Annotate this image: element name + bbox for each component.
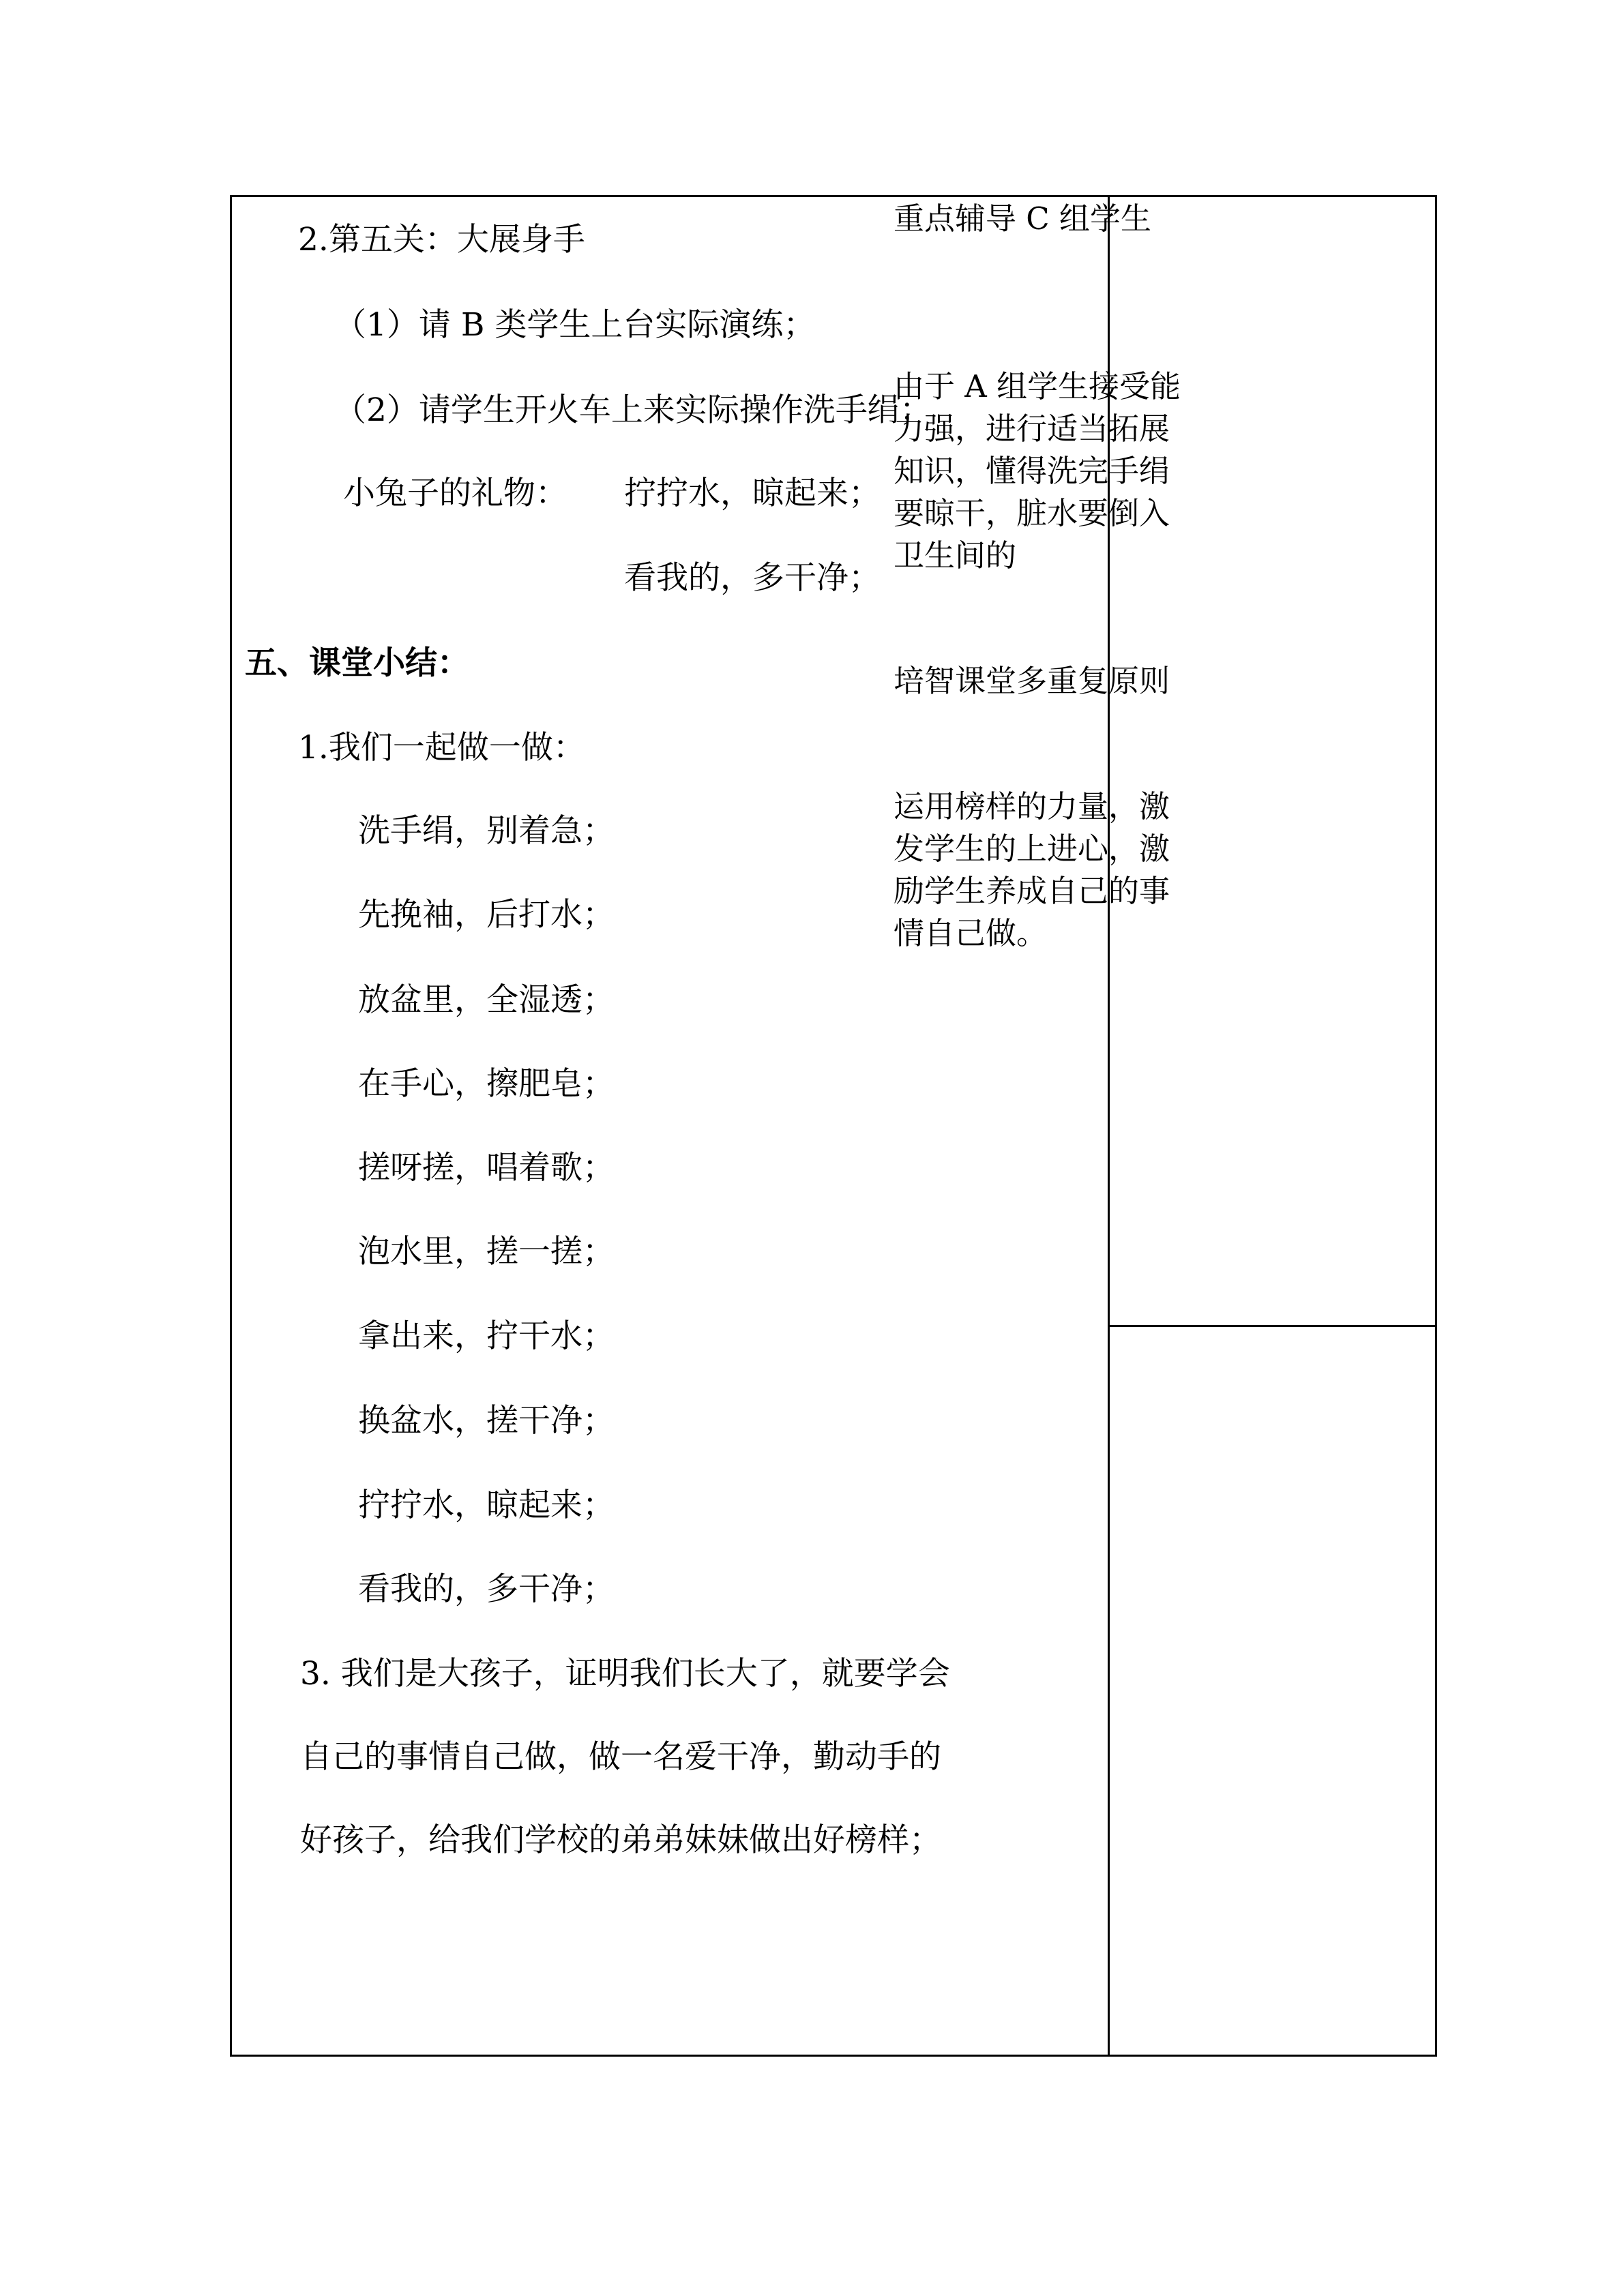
step-five-item-2: （2）请学生开火车上来实际操作洗手绢； bbox=[334, 391, 932, 429]
summary-item-3-line-2: 自己的事情自己做，做一名爱干净，勤动手的 bbox=[300, 1738, 941, 1776]
summary-item-3-line-3: 好孩子，给我们学校的弟弟妹妹做出好榜样； bbox=[300, 1821, 941, 1859]
summary-item-3-line-1: 3. 我们是大孩子，证明我们长大了，就要学会 bbox=[300, 1655, 950, 1693]
rhyme-line: 拿出来，拧干水； bbox=[358, 1317, 615, 1355]
rhyme-line: 拧拧水，晾起来； bbox=[358, 1487, 615, 1524]
rabbit-gift-line-1: 拧拧水，晾起来； bbox=[624, 475, 881, 512]
note-focus-group-c: 重点辅导 C 组学生 bbox=[894, 200, 1152, 237]
rhyme-line: 看我的，多干净； bbox=[358, 1570, 615, 1608]
rhyme-line: 搓呀搓，唱着歌； bbox=[358, 1149, 615, 1187]
step-five-heading: 2.第五关：大展身手 bbox=[298, 221, 585, 258]
note-group-a-extension: 由于 A 组学生接受能力强，进行适当拓展知识，懂得洗完手绢要晾干，脏水要倒入卫生间的 bbox=[894, 368, 1181, 573]
rhyme-line: 在手心，擦肥皂； bbox=[358, 1065, 615, 1103]
rhyme-line: 放盆里，全湿透； bbox=[358, 981, 615, 1019]
rabbit-gift-label: 小兔子的礼物： bbox=[343, 475, 567, 512]
rhyme-line: 洗手绢，别着急； bbox=[358, 812, 615, 850]
note-role-model: 运用榜样的力量，激发学生的上进心，激励学生养成自己的事情自己做。 bbox=[894, 788, 1170, 951]
note-repetition-principle: 培智课堂多重复原则 bbox=[894, 663, 1170, 699]
rabbit-gift-line-2: 看我的，多干净； bbox=[624, 559, 881, 597]
rhyme-line: 泡水里，搓一搓； bbox=[358, 1233, 615, 1270]
step-five-item-1: （1）请 B 类学生上台实际演练； bbox=[334, 306, 816, 344]
row-divider bbox=[1108, 1325, 1435, 1327]
summary-item-1: 1.我们一起做一做： bbox=[298, 729, 585, 766]
section-five-heading: 五、课堂小结： bbox=[245, 644, 469, 682]
rhyme-line: 换盆水，搓干净； bbox=[358, 1402, 615, 1440]
rhyme-line: 先挽袖，后打水； bbox=[358, 896, 615, 934]
